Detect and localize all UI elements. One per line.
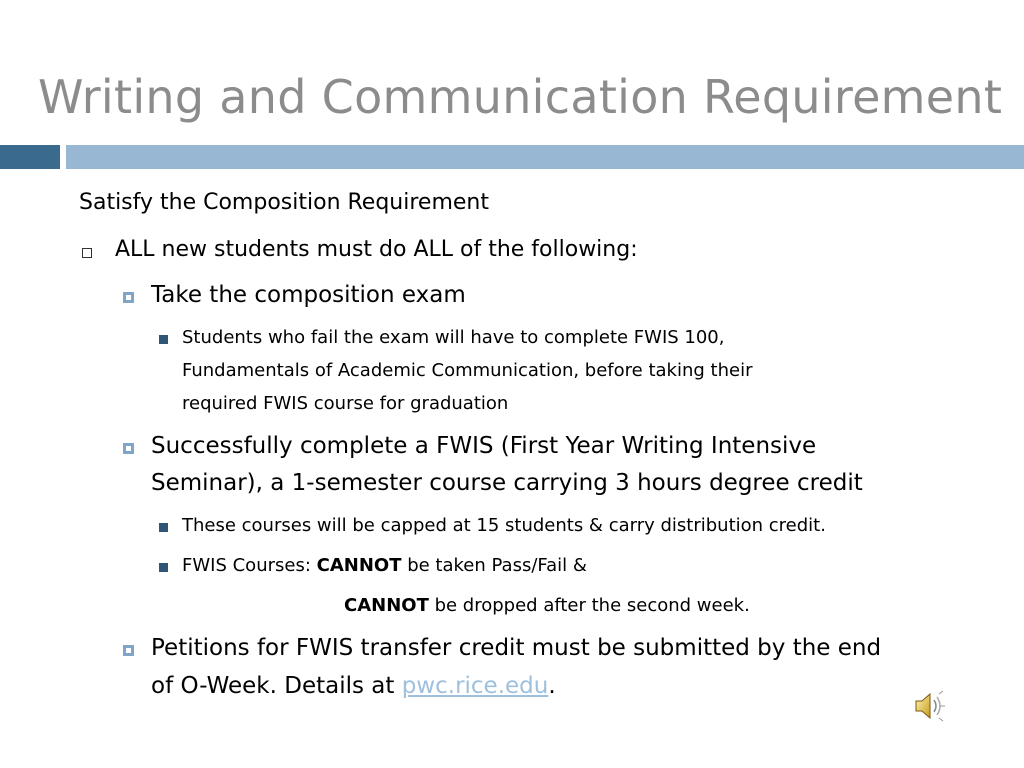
bullet-blue-box xyxy=(123,645,134,656)
bullet-composition-exam: Take the composition exam xyxy=(151,282,466,308)
bullet-all-new-students: ALL new students must do ALL of the following: xyxy=(115,237,638,262)
title-band xyxy=(66,145,1024,169)
bullet-open-box xyxy=(82,248,92,258)
cannot-emphasis: CANNOT xyxy=(344,595,429,616)
petitions-line2-text: of O-Week. Details at xyxy=(151,673,402,699)
title-band-accent xyxy=(0,145,60,169)
speaker-icon[interactable] xyxy=(912,688,948,724)
fwis-capped-text: These courses will be capped at 15 students & carry distribution credit. xyxy=(182,515,826,536)
pass-fail-text: be taken Pass/Fail & xyxy=(401,555,587,576)
petitions-period: . xyxy=(548,673,556,699)
exam-fail-text-line3: required FWIS course for graduation xyxy=(182,393,509,414)
bullet-navy-square xyxy=(159,335,168,344)
dropped-text: be dropped after the second week. xyxy=(428,595,750,616)
petitions-line2 xyxy=(151,673,556,699)
bullet-blue-box xyxy=(123,443,134,454)
pwc-link[interactable]: pwc.rice.edu xyxy=(401,673,549,699)
fwis-courses-label: FWIS Courses: xyxy=(182,555,317,576)
exam-fail-text-line1: Students who fail the exam will have to complete FWIS 100, xyxy=(182,327,725,348)
slide-title: Writing and Communication Requirement xyxy=(38,70,1003,124)
fwis-courses-dropped xyxy=(344,595,750,616)
fwis-courses-pass-fail xyxy=(182,555,587,576)
fwis-complete-line1: Successfully complete a FWIS (First Year Writing Intensive xyxy=(151,433,817,459)
bullet-blue-box xyxy=(123,292,134,303)
cannot-emphasis: CANNOT xyxy=(316,555,402,576)
bullet-navy-square xyxy=(159,563,168,572)
fwis-complete-line2: Seminar), a 1-semester course carrying 3 hours degree credit xyxy=(151,470,863,496)
petitions-line1: Petitions for FWIS transfer credit must be submitted by the end xyxy=(151,635,882,661)
exam-fail-text-line2: Fundamentals of Academic Communication, before taking their xyxy=(182,360,753,381)
section-heading: Satisfy the Composition Requirement xyxy=(79,190,489,215)
bullet-navy-square xyxy=(159,523,168,532)
